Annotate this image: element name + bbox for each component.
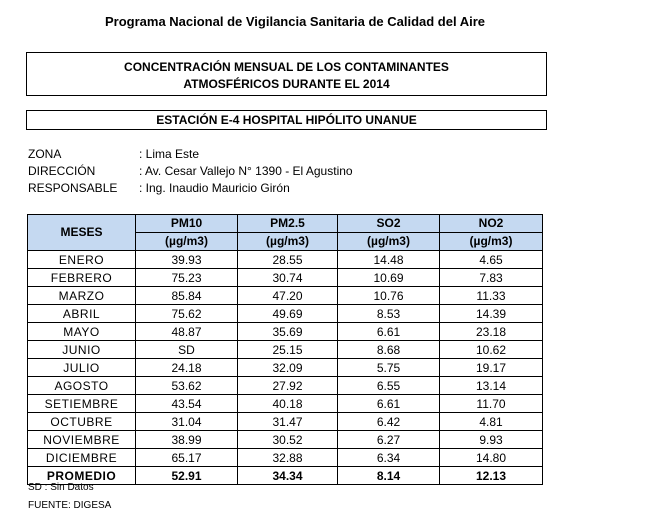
page-title: Programa Nacional de Vigilancia Sanitaria de Calidad del Aire xyxy=(104,14,486,29)
table-header xyxy=(28,215,543,251)
table-row xyxy=(28,449,543,467)
header-unit: (µg/m3) xyxy=(440,233,543,251)
value-cell: 11.33 xyxy=(440,287,543,305)
footnote-source: FUENTE: DIGESA xyxy=(28,500,112,511)
table-row xyxy=(28,359,543,377)
value-cell: 6.55 xyxy=(338,377,440,395)
value-cell: 25.15 xyxy=(238,341,338,359)
header-no2: NO2 xyxy=(440,215,543,233)
value-cell: 47.20 xyxy=(238,287,338,305)
info-label: RESPONSABLE xyxy=(28,181,118,195)
value-cell: 53.62 xyxy=(136,377,238,395)
value-cell: 85.84 xyxy=(136,287,238,305)
value-cell: 28.55 xyxy=(238,251,338,269)
header-pm10: PM10 xyxy=(136,215,238,233)
table-body xyxy=(28,251,543,485)
concentration-title-line2: ATMOSFÉRICOS DURANTE EL 2014 xyxy=(183,77,390,91)
value-cell: 10.69 xyxy=(338,269,440,287)
footnote-sd: SD : Sin Datos xyxy=(28,482,94,493)
value-cell: 32.09 xyxy=(238,359,338,377)
table-row xyxy=(28,395,543,413)
value-cell: 24.18 xyxy=(136,359,238,377)
value-cell: 8.53 xyxy=(338,305,440,323)
pollutant-table xyxy=(27,214,543,485)
value-cell: 39.93 xyxy=(136,251,238,269)
value-cell: 8.68 xyxy=(338,341,440,359)
month-cell: FEBRERO xyxy=(28,269,136,287)
value-cell: 65.17 xyxy=(136,449,238,467)
value-cell: 5.75 xyxy=(338,359,440,377)
info-label: ZONA xyxy=(28,147,62,161)
table-row xyxy=(28,341,543,359)
value-cell: 6.42 xyxy=(338,413,440,431)
station-title-box: ESTACIÓN E-4 HOSPITAL HIPÓLITO UNANUE xyxy=(26,110,547,130)
month-cell: JUNIO xyxy=(28,341,136,359)
table-row xyxy=(28,323,543,341)
month-cell: SETIEMBRE xyxy=(28,395,136,413)
header-unit: (µg/m3) xyxy=(238,233,338,251)
value-cell: 7.83 xyxy=(440,269,543,287)
value-cell: 14.48 xyxy=(338,251,440,269)
month-cell: NOVIEMBRE xyxy=(28,431,136,449)
table-row xyxy=(28,413,543,431)
value-cell: 23.18 xyxy=(440,323,543,341)
header-meses: MESES xyxy=(28,215,136,251)
table-row xyxy=(28,305,543,323)
value-cell: SD xyxy=(136,341,238,359)
month-cell: MARZO xyxy=(28,287,136,305)
month-cell: DICIEMBRE xyxy=(28,449,136,467)
info-value: : Ing. Inaudio Mauricio Girón xyxy=(139,181,290,195)
month-cell: JULIO xyxy=(28,359,136,377)
value-cell: 34.34 xyxy=(238,467,338,485)
value-cell: 75.23 xyxy=(136,269,238,287)
header-row-names xyxy=(28,215,543,233)
value-cell: 38.99 xyxy=(136,431,238,449)
value-cell: 6.61 xyxy=(338,395,440,413)
info-value: : Lima Este xyxy=(139,147,200,161)
value-cell: 43.54 xyxy=(136,395,238,413)
header-unit: (µg/m3) xyxy=(136,233,238,251)
value-cell: 30.52 xyxy=(238,431,338,449)
header-so2: SO2 xyxy=(338,215,440,233)
info-value: : Av. Cesar Vallejo N° 1390 - El Agustino xyxy=(139,164,353,178)
month-cell: MAYO xyxy=(28,323,136,341)
table-row xyxy=(28,377,543,395)
value-cell: 4.81 xyxy=(440,413,543,431)
month-cell: ABRIL xyxy=(28,305,136,323)
value-cell: 19.17 xyxy=(440,359,543,377)
value-cell: 40.18 xyxy=(238,395,338,413)
value-cell: 32.88 xyxy=(238,449,338,467)
value-cell: 31.04 xyxy=(136,413,238,431)
value-cell: 6.61 xyxy=(338,323,440,341)
month-cell: PROMEDIO xyxy=(28,467,136,485)
value-cell: 31.47 xyxy=(238,413,338,431)
value-cell: 48.87 xyxy=(136,323,238,341)
value-cell: 8.14 xyxy=(338,467,440,485)
month-cell: AGOSTO xyxy=(28,377,136,395)
value-cell: 11.70 xyxy=(440,395,543,413)
promedio-row xyxy=(28,467,543,485)
concentration-title-line1: CONCENTRACIÓN MENSUAL DE LOS CONTAMINANTES xyxy=(124,60,449,74)
value-cell: 6.27 xyxy=(338,431,440,449)
table-row xyxy=(28,431,543,449)
value-cell: 52.91 xyxy=(136,467,238,485)
value-cell: 14.39 xyxy=(440,305,543,323)
value-cell: 14.80 xyxy=(440,449,543,467)
header-pm25: PM2.5 xyxy=(238,215,338,233)
value-cell: 4.65 xyxy=(440,251,543,269)
month-cell: ENERO xyxy=(28,251,136,269)
month-cell: OCTUBRE xyxy=(28,413,136,431)
info-label: DIRECCIÓN xyxy=(28,164,96,178)
value-cell: 10.62 xyxy=(440,341,543,359)
value-cell: 27.92 xyxy=(238,377,338,395)
table-row xyxy=(28,269,543,287)
value-cell: 75.62 xyxy=(136,305,238,323)
table-row xyxy=(28,287,543,305)
value-cell: 9.93 xyxy=(440,431,543,449)
value-cell: 30.74 xyxy=(238,269,338,287)
value-cell: 13.14 xyxy=(440,377,543,395)
value-cell: 35.69 xyxy=(238,323,338,341)
header-unit: (µg/m3) xyxy=(338,233,440,251)
value-cell: 10.76 xyxy=(338,287,440,305)
table-row xyxy=(28,251,543,269)
value-cell: 49.69 xyxy=(238,305,338,323)
value-cell: 6.34 xyxy=(338,449,440,467)
value-cell: 12.13 xyxy=(440,467,543,485)
concentration-title-box xyxy=(26,52,547,96)
